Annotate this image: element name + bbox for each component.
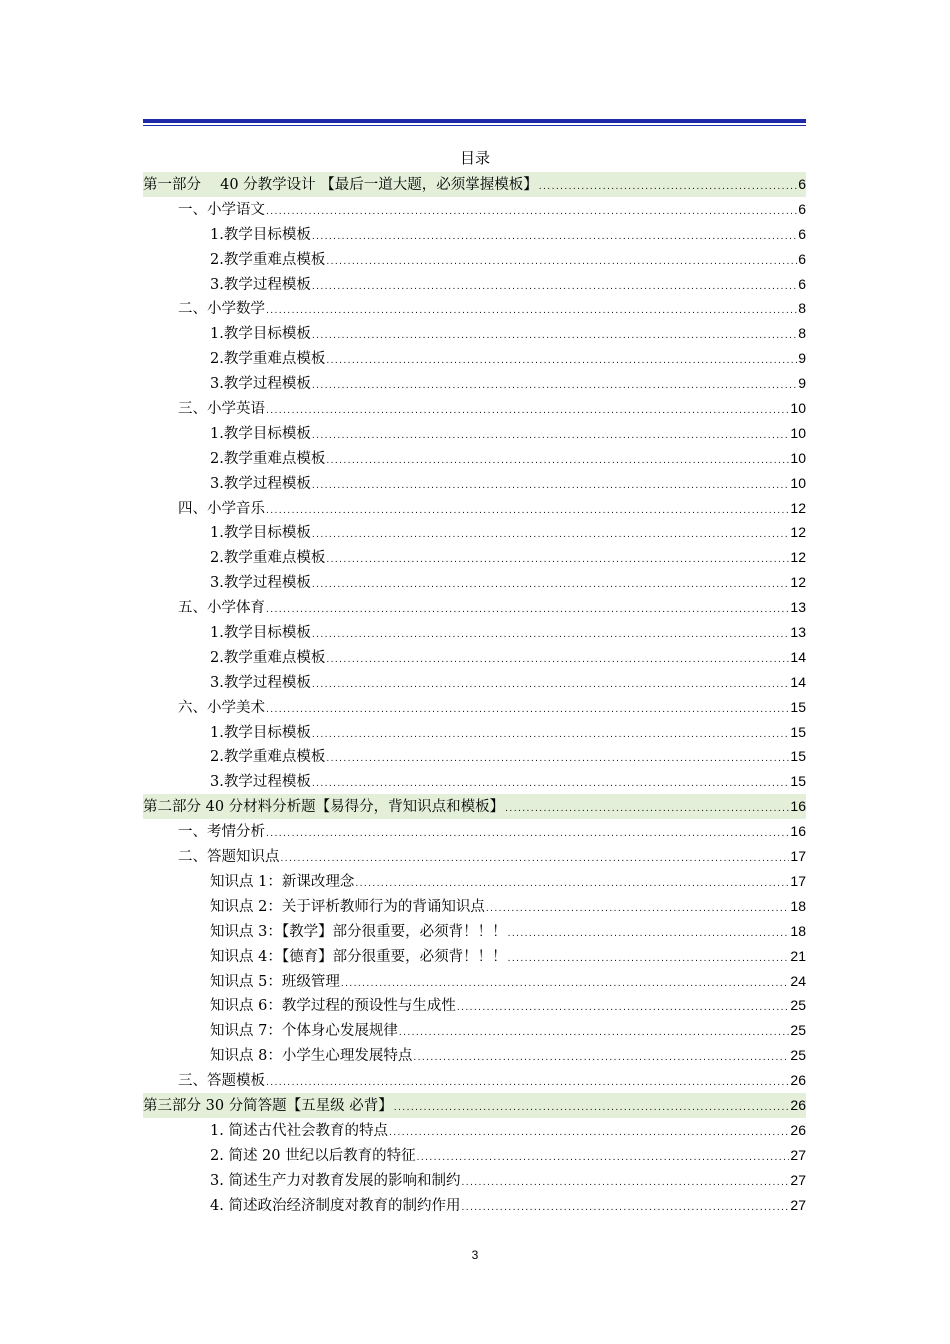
toc-entry[interactable] (143, 396, 806, 421)
toc-entry-label: 一、考情分析 (178, 824, 265, 841)
toc-entry-label: 知识点 1：新课改理念 (210, 873, 355, 890)
toc-entry[interactable] (143, 869, 806, 894)
dot-leader (312, 723, 790, 748)
toc-entry[interactable] (143, 272, 806, 297)
dot-leader (312, 374, 797, 399)
toc-entry-page: 27 (790, 1146, 806, 1163)
toc-entry[interactable] (143, 993, 806, 1018)
toc-entry-page: 24 (790, 972, 806, 989)
toc-entry-page: 12 (790, 499, 806, 516)
toc-part-entry[interactable] (143, 794, 806, 819)
dot-leader (266, 822, 789, 847)
toc-entry-page: 17 (790, 848, 806, 865)
header-rule-thin (143, 125, 806, 126)
toc-entry-label: 知识点 4：【德育】部分很重要，必须背！！！ (210, 948, 507, 965)
toc-entry-page: 12 (790, 524, 806, 541)
toc-entry-label: 1. 简述古代社会教育的特点 (210, 1122, 388, 1139)
toc-entry[interactable] (143, 744, 806, 769)
toc-entry[interactable] (143, 520, 806, 545)
toc-entry-page: 18 (790, 897, 806, 914)
toc-entry-page: 10 (790, 449, 806, 466)
toc-part-entry[interactable] (143, 172, 806, 197)
dot-leader (413, 1046, 789, 1071)
dot-leader (341, 972, 790, 997)
toc-entry-label: 四、小学音乐 (178, 500, 265, 517)
dot-leader (312, 424, 790, 449)
toc-entry-label: 知识点 3：【教学】部分很重要，必须背！！！ (210, 923, 507, 940)
toc-entry[interactable] (143, 894, 806, 919)
toc-entry[interactable] (143, 645, 806, 670)
toc-entry[interactable] (143, 222, 806, 247)
toc-entry-label: 知识点 2：关于评析教师行为的背诵知识点 (210, 898, 485, 915)
dot-leader (539, 175, 797, 200)
dot-leader (312, 474, 790, 499)
toc-entry-page: 25 (790, 1047, 806, 1064)
toc-entry-label: 知识点 7：个体身心发展规律 (210, 1023, 398, 1040)
toc-entry[interactable] (143, 346, 806, 371)
toc-entry-page: 12 (790, 549, 806, 566)
toc-entry[interactable] (143, 496, 806, 521)
toc-entry-page: 6 (798, 275, 806, 292)
toc-entry-label: 三、答题模板 (178, 1073, 265, 1090)
toc-entry[interactable] (143, 595, 806, 620)
toc-entry-label: 3.教学过程模板 (210, 575, 311, 592)
toc-entry-label: 1.教学目标模板 (210, 326, 311, 343)
toc-entry-page: 25 (790, 1022, 806, 1039)
toc-entry-page: 12 (790, 574, 806, 591)
toc-entry-page: 25 (790, 997, 806, 1014)
page-number: 3 (471, 1248, 479, 1262)
toc-entry-page: 13 (790, 624, 806, 641)
dot-leader (281, 847, 790, 872)
dot-leader (417, 1146, 790, 1171)
toc-entry-label: 1.教学目标模板 (210, 226, 311, 243)
toc-entry-page: 16 (790, 798, 806, 815)
toc-entry-label: 二、小学数学 (178, 301, 265, 318)
toc-entry-page: 15 (790, 773, 806, 790)
toc-entry-page: 13 (790, 599, 806, 616)
dot-leader (312, 573, 790, 598)
dot-leader (399, 1021, 790, 1046)
toc-entry[interactable] (143, 471, 806, 496)
dot-leader (312, 523, 790, 548)
toc-entry-label: 3.教学过程模板 (210, 376, 311, 393)
toc-entry-label: 3.教学过程模板 (210, 774, 311, 791)
toc-entry-page: 6 (798, 225, 806, 242)
toc-entry-label: 1.教学目标模板 (210, 425, 311, 442)
dot-leader (326, 548, 789, 573)
toc-entry-page: 6 (798, 250, 806, 267)
table-of-contents (143, 172, 806, 1217)
toc-entry-label: 二、答题知识点 (178, 849, 280, 866)
dot-leader (266, 200, 797, 225)
toc-entry[interactable] (143, 1043, 806, 1068)
toc-entry[interactable] (143, 1118, 806, 1143)
toc-entry[interactable] (143, 944, 806, 969)
toc-entry-label: 五、小学体育 (178, 600, 265, 617)
toc-entry-label: 第三部分 30 分简答题【五星级 必背】 (143, 1097, 393, 1114)
toc-entry[interactable] (143, 819, 806, 844)
dot-leader (389, 1121, 789, 1146)
toc-entry-page: 10 (790, 424, 806, 441)
toc-title: 目录 (459, 149, 490, 167)
toc-entry[interactable] (143, 1018, 806, 1043)
dot-leader (457, 996, 790, 1021)
dot-leader (312, 324, 797, 349)
toc-entry-label: 知识点 5：班级管理 (210, 973, 340, 990)
toc-entry-page: 27 (790, 1196, 806, 1213)
toc-entry-label: 3. 简述生产力对教育发展的影响和制约 (210, 1172, 461, 1189)
toc-entry-page: 9 (798, 375, 806, 392)
toc-entry[interactable] (143, 1068, 806, 1093)
dot-leader (461, 1171, 789, 1196)
toc-entry[interactable] (143, 769, 806, 794)
toc-entry-page: 14 (790, 673, 806, 690)
toc-entry-label: 知识点 8：小学生心理发展特点 (210, 1048, 413, 1065)
toc-entry[interactable] (143, 570, 806, 595)
toc-entry-label: 2.教学重难点模板 (210, 550, 326, 567)
toc-entry-page: 16 (790, 823, 806, 840)
toc-entry-page: 26 (790, 1121, 806, 1138)
dot-leader (326, 747, 789, 772)
toc-entry[interactable] (143, 296, 806, 321)
dot-leader (312, 275, 797, 300)
dot-leader (312, 623, 790, 648)
toc-entry-label: 2. 简述 20 世纪以后教育的特征 (210, 1147, 416, 1164)
toc-entry[interactable] (143, 197, 806, 222)
dot-leader (266, 299, 797, 324)
toc-entry-label: 2.教学重难点模板 (210, 749, 326, 766)
dot-leader (508, 947, 790, 972)
toc-part-entry[interactable] (143, 1093, 806, 1118)
toc-entry-page: 18 (790, 922, 806, 939)
toc-entry[interactable] (143, 321, 806, 346)
toc-entry-label: 一、小学语文 (178, 201, 265, 218)
toc-entry[interactable] (143, 844, 806, 869)
dot-leader (505, 797, 789, 822)
toc-entry-label: 2.教学重难点模板 (210, 351, 326, 368)
dot-leader (326, 349, 797, 374)
toc-entry-label: 2.教学重难点模板 (210, 649, 326, 666)
toc-entry-page: 6 (798, 176, 806, 192)
toc-entry-page: 10 (790, 474, 806, 491)
toc-entry-label: 4. 简述政治经济制度对教育的制约作用 (210, 1197, 461, 1214)
toc-entry-page: 9 (798, 350, 806, 367)
dot-leader (326, 449, 789, 474)
toc-entry[interactable] (143, 620, 806, 645)
toc-entry-page: 27 (790, 1171, 806, 1188)
dot-leader (312, 673, 790, 698)
toc-entry-label: 三、小学英语 (178, 401, 265, 418)
dot-leader (326, 250, 797, 275)
toc-entry-label: 知识点 6：教学过程的预设性与生成性 (210, 998, 456, 1015)
dot-leader (266, 598, 789, 623)
toc-entry-label: 第二部分 40 分材料分析题【易得分，背知识点和模板】 (143, 799, 505, 816)
toc-entry[interactable] (143, 1143, 806, 1168)
toc-entry-label: 2.教学重难点模板 (210, 450, 326, 467)
dot-leader (266, 1071, 789, 1096)
toc-entry-label: 2.教学重难点模板 (210, 251, 326, 268)
toc-entry[interactable] (143, 1168, 806, 1193)
toc-entry-page: 15 (790, 748, 806, 765)
dot-leader (312, 225, 797, 250)
toc-entry-page: 17 (790, 872, 806, 889)
dot-leader (394, 1096, 790, 1121)
toc-entry-label: 1.教学目标模板 (210, 525, 311, 542)
toc-entry-page: 26 (790, 1072, 806, 1089)
toc-entry-label: 1.教学目标模板 (210, 625, 311, 642)
header-rule-thick (143, 119, 806, 123)
toc-entry-label: 1.教学目标模板 (210, 724, 311, 741)
toc-entry-page: 14 (790, 648, 806, 665)
toc-entry[interactable] (143, 695, 806, 720)
toc-entry-page: 8 (798, 325, 806, 342)
toc-entry-page: 10 (790, 400, 806, 417)
dot-leader (486, 897, 790, 922)
toc-entry-label: 六、小学美术 (178, 699, 265, 716)
toc-entry-page: 21 (790, 947, 806, 964)
dot-leader (355, 872, 789, 897)
toc-entry-page: 15 (790, 723, 806, 740)
dot-leader (312, 772, 790, 797)
toc-entry[interactable] (143, 1193, 806, 1218)
dot-leader (326, 648, 789, 673)
dot-leader (266, 499, 789, 524)
dot-leader (461, 1196, 789, 1221)
toc-entry-label: 3.教学过程模板 (210, 276, 311, 293)
toc-entry-page: 8 (798, 300, 806, 317)
toc-entry[interactable] (143, 446, 806, 471)
dot-leader (266, 399, 789, 424)
toc-entry-page: 15 (790, 698, 806, 715)
toc-entry-label: 3.教学过程模板 (210, 674, 311, 691)
toc-entry[interactable] (143, 421, 806, 446)
toc-entry-page: 6 (798, 200, 806, 217)
toc-entry[interactable] (143, 919, 806, 944)
toc-entry[interactable] (143, 670, 806, 695)
toc-entry[interactable] (143, 969, 806, 994)
toc-entry-page: 26 (790, 1096, 806, 1113)
toc-entry[interactable] (143, 247, 806, 272)
toc-entry-label: 3.教学过程模板 (210, 475, 311, 492)
dot-leader (508, 922, 790, 947)
toc-entry[interactable] (143, 371, 806, 396)
dot-leader (266, 698, 789, 723)
toc-entry-label: 第一部分 40 分教学设计 【最后一道大题，必须掌握模板】 (143, 177, 538, 193)
toc-entry[interactable] (143, 720, 806, 745)
toc-entry[interactable] (143, 545, 806, 570)
